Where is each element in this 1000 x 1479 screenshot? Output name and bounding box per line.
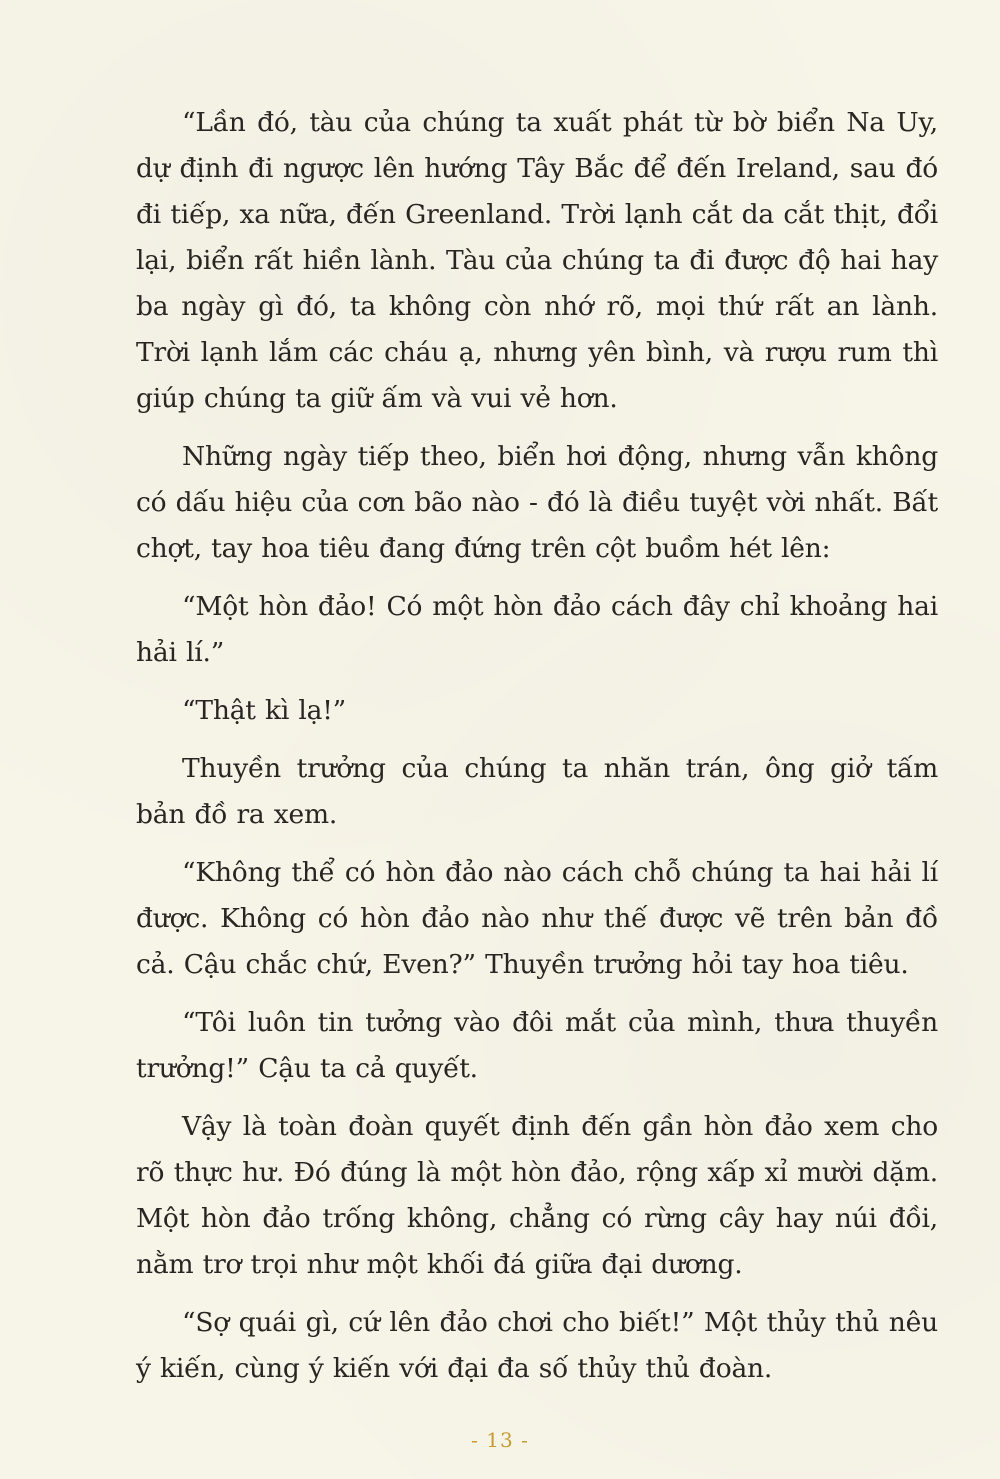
paragraph: Thuyền trưởng của chúng ta nhăn trán, ông giở tấm bản đồ ra xem. <box>136 753 938 830</box>
paragraph: “Lần đó, tàu của chúng ta xuất phát từ bờ biển Na Uy, dự định đi ngược lên hướng Tây Bắc để đến Ireland, sau đó đi tiếp, xa nữa, đến Greenland. Trời lạnh cắt da cắt thịt, đổi lại, biển rất hiền lành. Tàu của chúng ta đi được độ hai hay ba ngày gì đó, ta không còn nhớ rõ, mọi thứ rất an lành. Trời lạnh lắm các cháu ạ, nhưng yên bình, và rượu rum thì giúp chúng ta giữ ấm và vui vẻ hơn. <box>136 107 938 414</box>
page-number: - 13 - <box>471 1428 529 1452</box>
paragraph: Vậy là toàn đoàn quyết định đến gần hòn đảo xem cho rõ thực hư. Đó đúng là một hòn đảo, rộng xấp xỉ mười dặm. Một hòn đảo trống không, chẳng có rừng cây hay núi đồi, nằm trơ trọi như một khối đá giữa đại dương. <box>136 1111 938 1280</box>
body-text <box>136 100 938 1404</box>
paragraph: “Một hòn đảo! Có một hòn đảo cách đây chỉ khoảng hai hải lí.” <box>136 591 938 668</box>
paragraph: “Tôi luôn tin tưởng vào đôi mắt của mình, thưa thuyền trưởng!” Cậu ta cả quyết. <box>136 1007 938 1084</box>
paragraph: “Thật kì lạ!” <box>182 695 346 726</box>
paragraph: Những ngày tiếp theo, biển hơi động, nhưng vẫn không có dấu hiệu của cơn bão nào - đó là điều tuyệt vời nhất. Bất chợt, tay hoa tiêu đang đứng trên cột buồm hét lên: <box>136 441 938 564</box>
paragraph: “Sợ quái gì, cứ lên đảo chơi cho biết!” Một thủy thủ nêu ý kiến, cùng ý kiến với đại đa số thủy thủ đoàn. <box>136 1307 938 1384</box>
paragraph: “Không thể có hòn đảo nào cách chỗ chúng ta hai hải lí được. Không có hòn đảo nào như thế được vẽ trên bản đồ cả. Cậu chắc chứ, Even?” Thuyền trưởng hỏi tay hoa tiêu. <box>136 857 938 980</box>
